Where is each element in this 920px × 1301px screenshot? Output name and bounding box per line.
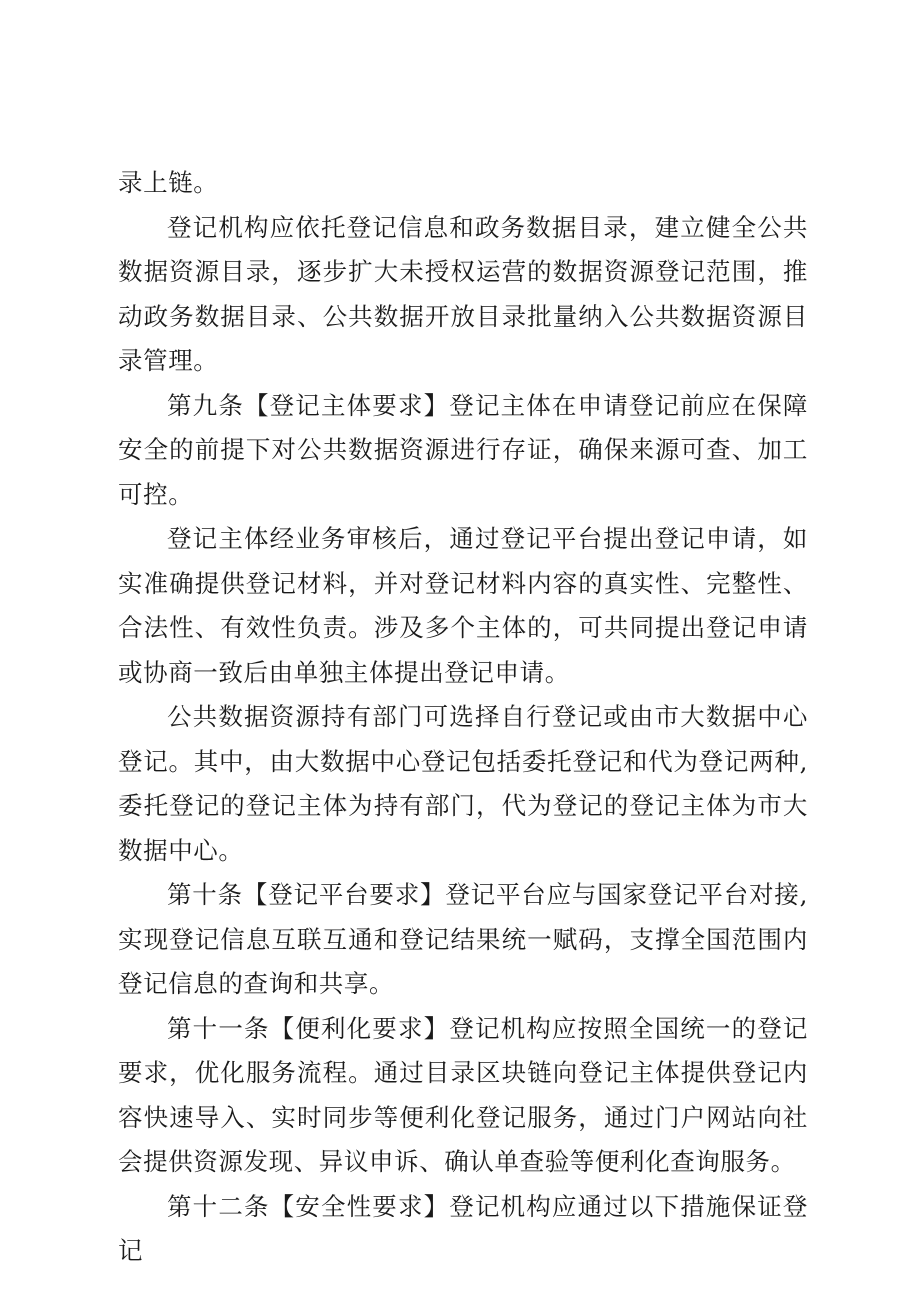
paragraph-continuation: 录上链。 (118, 168, 219, 197)
paragraph-article-11: 第十一条【便利化要求】登记机构应按照全国统一的登记要求，优化服务流程。通过目录区块链向登记主体提供登记内容快速导入、实时同步等便利化登记服务，通过门户网站向社会提供资源发现、异议申诉、确认单查验等便利化查询服务。 (118, 1013, 808, 1176)
paragraph-article-12: 第十二条【安全性要求】登记机构应通过以下措施保证登记 (118, 1191, 808, 1265)
document-body (118, 161, 808, 1274)
paragraph-directory-management: 登记机构应依托登记信息和政务数据目录，建立健全公共数据资源目录，逐步扩大未授权运营的数据资源登记范围，推动政务数据目录、公共数据开放目录批量纳入公共数据资源目录管理。 (118, 212, 808, 375)
paragraph-article-9: 第九条【登记主体要求】登记主体在申请登记前应在保障安全的前提下对公共数据资源进行存证，确保来源可查、加工可控。 (118, 390, 808, 509)
paragraph-registration-options: 公共数据资源持有部门可选择自行登记或由市大数据中心登记。其中，由大数据中心登记包括委托登记和代为登记两种,委托登记的登记主体为持有部门，代为登记的登记主体为市大数据中心。 (118, 702, 808, 865)
paragraph-article-10: 第十条【登记平台要求】登记平台应与国家登记平台对接,实现登记信息互联互通和登记结果统一赋码，支撑全国范围内登记信息的查询和共享。 (118, 880, 808, 998)
paragraph-registration-application: 登记主体经业务审核后，通过登记平台提出登记申请，如实准确提供登记材料，并对登记材料内容的真实性、完整性、合法性、有效性负责。涉及多个主体的，可共同提出登记申请或协商一致后由单独主体提出登记申请。 (118, 524, 808, 687)
